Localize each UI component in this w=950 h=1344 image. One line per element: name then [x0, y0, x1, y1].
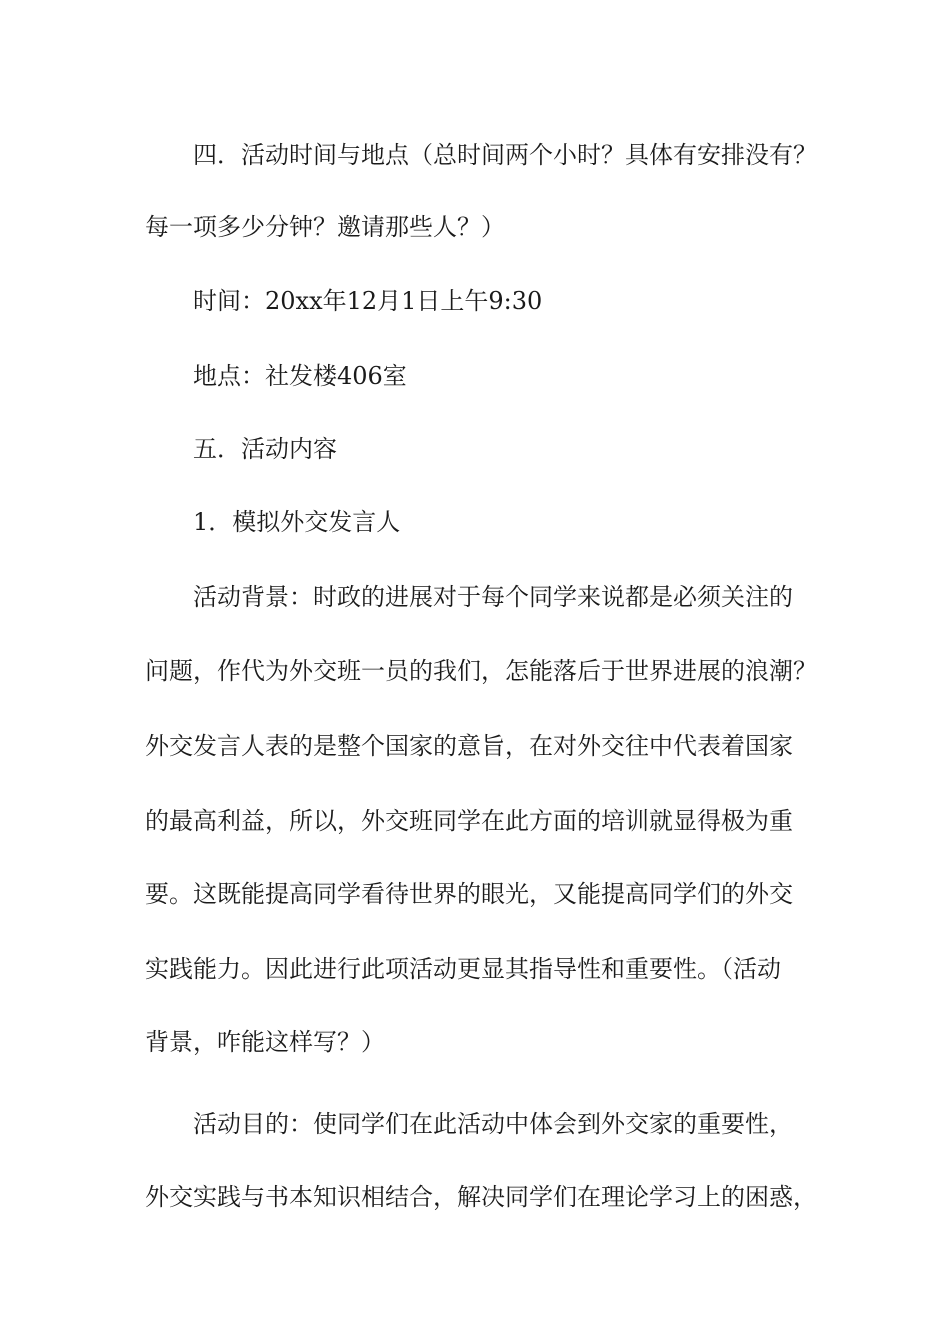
paragraph-line: 每一项多少分钟？邀请那些人？） [145, 213, 505, 241]
paragraph-line: 外交发言人表的是整个国家的意旨，在对外交往中代表着国家 [145, 732, 793, 760]
paragraph-line: 背景，咋能这样写？） [145, 1028, 385, 1056]
location-line: 地点：社发楼406室 [193, 362, 407, 390]
time-line: 时间：20xx年12月1日上午9:30 [193, 287, 543, 315]
paragraph-line: 活动背景：时政的进展对于每个同学来说都是必须关注的 [193, 583, 793, 611]
paragraph-line: 要。这既能提高同学看待世界的眼光，又能提高同学们的外交 [145, 880, 793, 908]
section-heading-content: 五．活动内容 [193, 435, 337, 463]
subsection-heading: 1．模拟外交发言人 [193, 508, 401, 536]
paragraph-line: 实践能力。因此进行此项活动更显其指导性和重要性。（活动 [145, 955, 781, 983]
section-heading-time-location: 四．活动时间与地点（总时间两个小时？具体有安排没有？ [193, 141, 817, 169]
paragraph-line: 的最高利益，所以，外交班同学在此方面的培训就显得极为重 [145, 807, 793, 835]
paragraph-line: 活动目的：使同学们在此活动中体会到外交家的重要性， [193, 1110, 793, 1138]
paragraph-line: 外交实践与书本知识相结合，解决同学们在理论学习上的困惑， [145, 1183, 817, 1211]
paragraph-line: 问题，作代为外交班一员的我们，怎能落后于世界进展的浪潮？ [145, 657, 817, 685]
